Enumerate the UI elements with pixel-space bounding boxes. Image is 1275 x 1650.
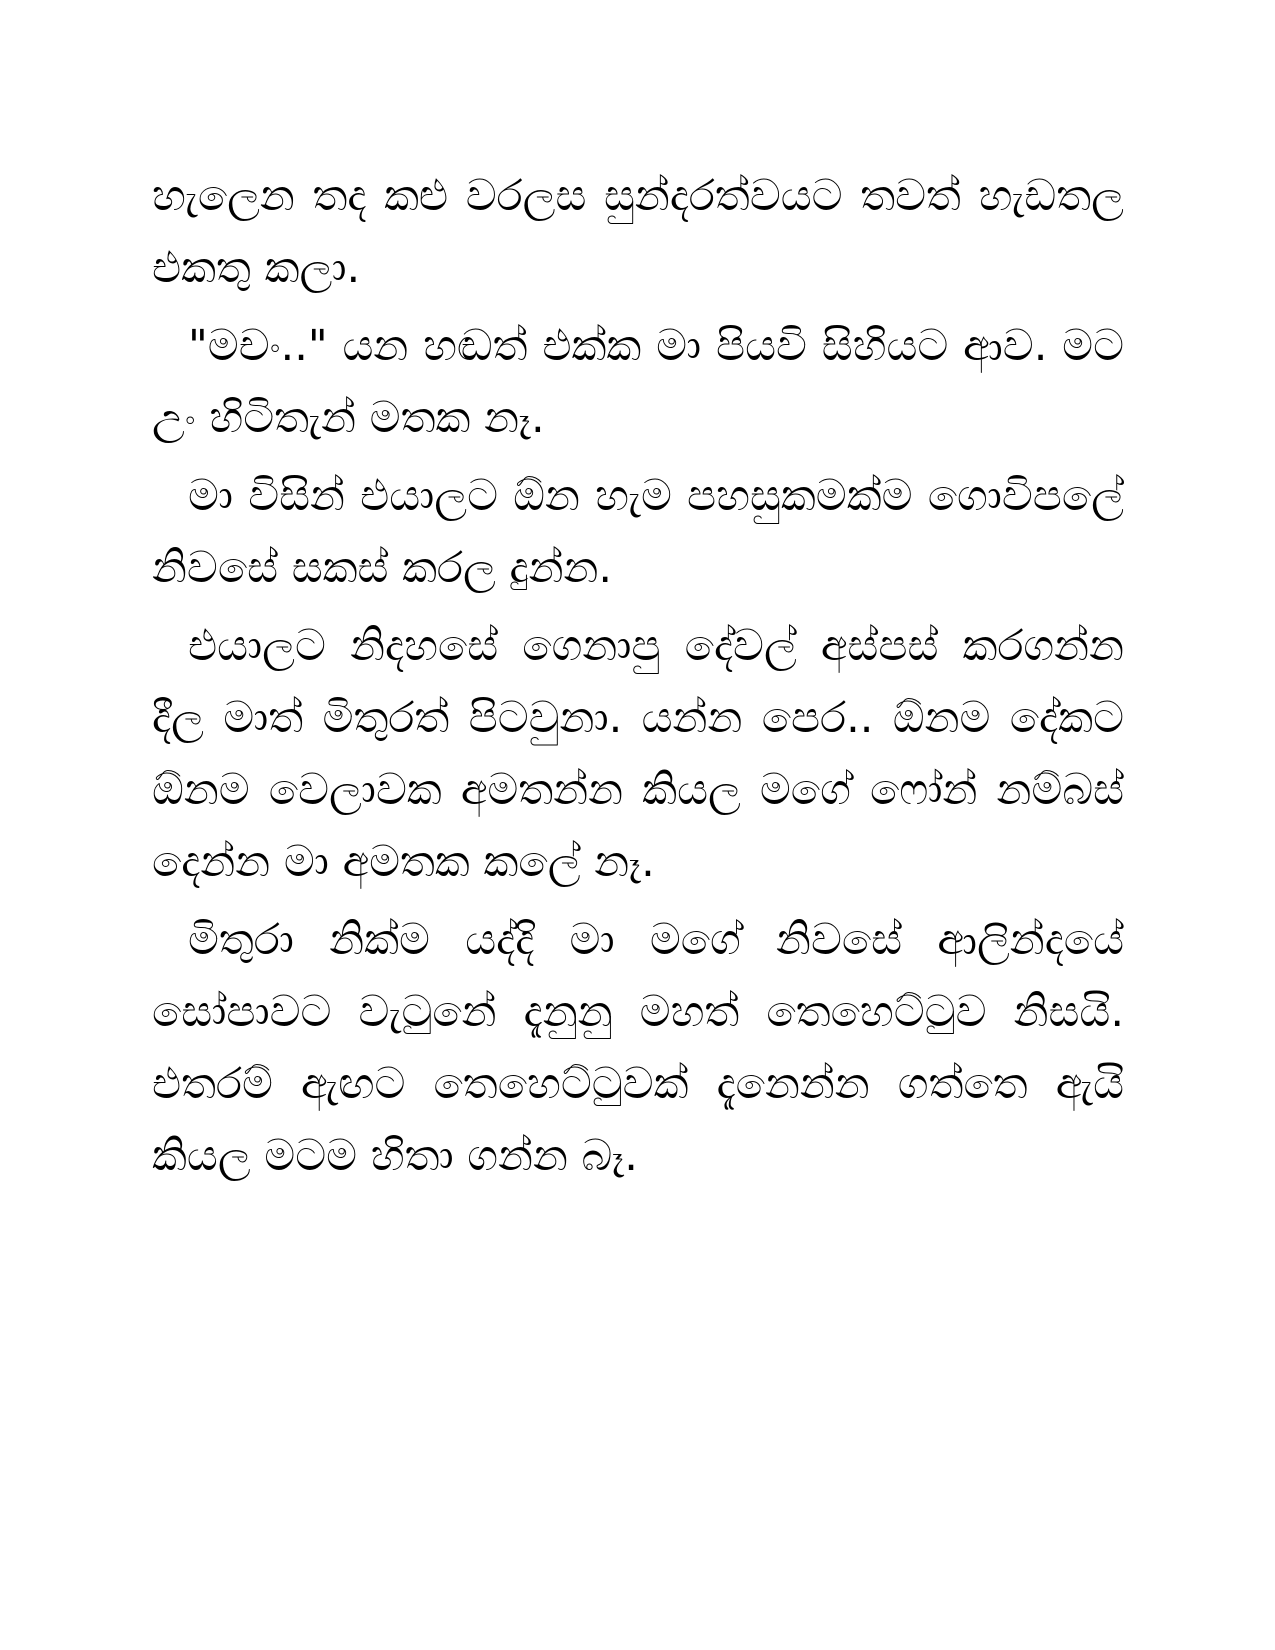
paragraph-4: එයාලට නිදහසේ ගෙනාපු දේවල් අස්පස් කරගන්න දීල මාත් මිතුරත් පිටවුනා. යන්න පෙර.. ඕනම දේකට ඕනම වෙලාවක අමතන්න කියල මගේ ෆෝන් නම්බස් දෙන්න මා අමතක කලේ නෑ. — [152, 621, 1124, 887]
paragraph-5: මිතුරා නික්ම යද්දි මා මගේ නිවසේ ආලින්දයේ සෝපාවට වැටුනේ දැනුනු මහත් තෙහෙට්ටුව නිසයි. එතරම් ඇඟට තෙහෙට්ටුවක් දැනෙන්න ගත්තෙ ඇයි කියල මටම හිතා ගන්න බෑ. — [152, 915, 1124, 1181]
paragraph-2: "මචං.." යන හඬත් එක්ක මා පියවි සිහියට ආව. මට උං හිටිතැන් මතක නෑ. — [152, 321, 1124, 443]
body-text — [152, 160, 1124, 1198]
paragraph-3: මා විසින් එයාලට ඕන හැම පහසුකමක්ම ගොවිපලේ නිවසේ සකස් කරල දුන්න. — [152, 471, 1124, 593]
paragraph-1: හැලෙන තද කළු වරලස සුන්දරත්වයට තවත් හැඩතල එකතු කලා. — [152, 171, 1124, 293]
